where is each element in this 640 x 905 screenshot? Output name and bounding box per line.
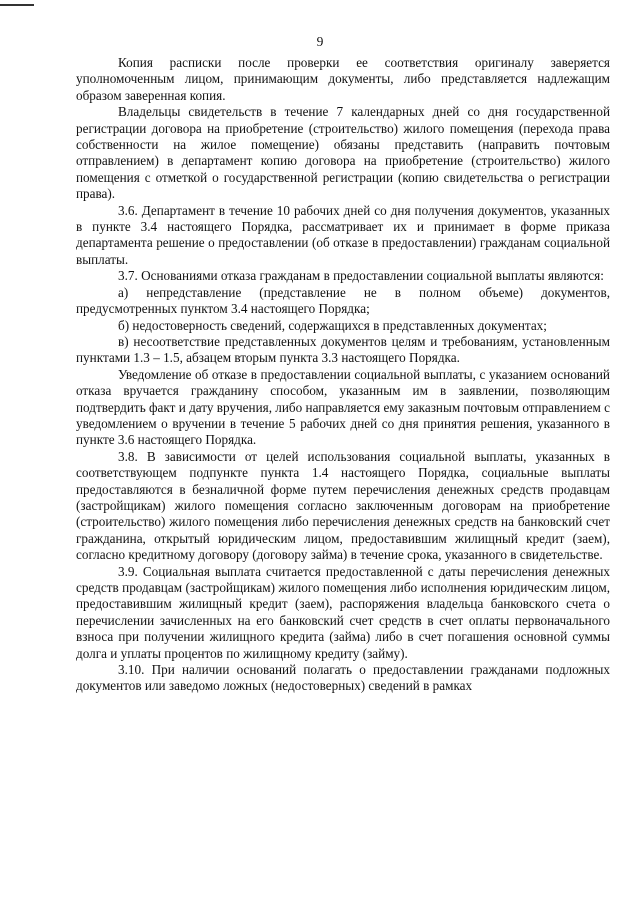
paragraph-3-7-b: б) недостоверность сведений, содержащихся в представленных документах; [118, 317, 547, 333]
paragraph-3-7: 3.7. Основаниями отказа гражданам в предоставлении социальной выплаты являются: [118, 268, 604, 284]
paragraph-3-7-c: в) несоответствие представленных документов целям и требованиям, установленным пунктами 1.3 – 1.5, абзацем вторым пункта 3.3 настоящего Порядка. [76, 333, 610, 366]
paragraph-3-9: 3.9. Социальная выплата считается предоставленной с даты перечисления денежных средств продавцам (застройщикам) жилого помещения либо исполнения юридическим лицом, предоставившим жилищный кредит (заем), распоряжения владельца банковского счета о перечислении зачисленных на его банковский счет средств в счет оплаты первоначального взноса при получении жилищного кредита (займа) либо в счет погашения основной суммы долга и уплаты процентов по жилищному кредиту (займу). [76, 563, 610, 661]
paragraph-3-7-a: а) непредставление (представление не в полном объеме) документов, предусмотренных пунктом 3.4 настоящего Порядка; [76, 284, 610, 317]
paragraph-3-8: 3.8. В зависимости от целей использования социальной выплаты, указанных в соответствующем подпункте пункта 1.4 настоящего Порядка, социальные выплаты предоставляются в безналичной форме путем перечисления денежных средств продавцам (застройщикам) жилого помещения согласно заключенным договорам на приобретение (строительство) жилого помещения либо перечисления денежных средств на банковский счет гражданина, открытый юридическим лицом, предоставившим жилищный кредит (заем), согласно кредитному договору (договору займа) в течение срока, указанного в свидетельстве. [76, 448, 610, 563]
document-body [76, 55, 610, 695]
paragraph-3-10: 3.10. При наличии оснований полагать о предоставлении гражданами подложных документов или заведомо ложных (недостоверных) сведений в рамках [76, 662, 610, 694]
paragraph-3-6: 3.6. Департамент в течение 10 рабочих дней со дня получения документов, указанных в пункте 3.4 настоящего Порядка, рассматривает их и принимает в форме приказа департамента решение о предоставлении (об отказе в предоставлении) гражданам социальной выплаты. [76, 202, 610, 267]
corner-mark [0, 4, 34, 6]
paragraph-receipt-copy: Копия расписки после проверки ее соответствия оригиналу заверяется уполномоченным лицом, принимающим документы, либо представляется надлежащим образом заверенная копия. [76, 55, 610, 103]
paragraph-certificate-holders: Владельцы свидетельств в течение 7 календарных дней со дня государственной регистрации договора на приобретение (строительство) жилого помещения (перехода права собственности на жилое помещение) обязаны представить (направить почтовым отправлением) в департамент копию договора на приобретение (строительство) жилого помещения с отметкой о государственной регистрации (копию свидетельства о регистрации права). [76, 104, 610, 202]
page-number: 9 [316, 34, 324, 49]
paragraph-refusal-notice: Уведомление об отказе в предоставлении социальной выплаты, с указанием оснований отказа вручается гражданину способом, указанным им в заявлении, позволяющим подтвердить факт и дату вручения, либо направляется ему заказным почтовым отправлением с уведомлением о вручении в течение 5 рабочих дней со дня принятия решения, указанного в пункте 3.6 настоящего Порядка. [76, 366, 610, 448]
